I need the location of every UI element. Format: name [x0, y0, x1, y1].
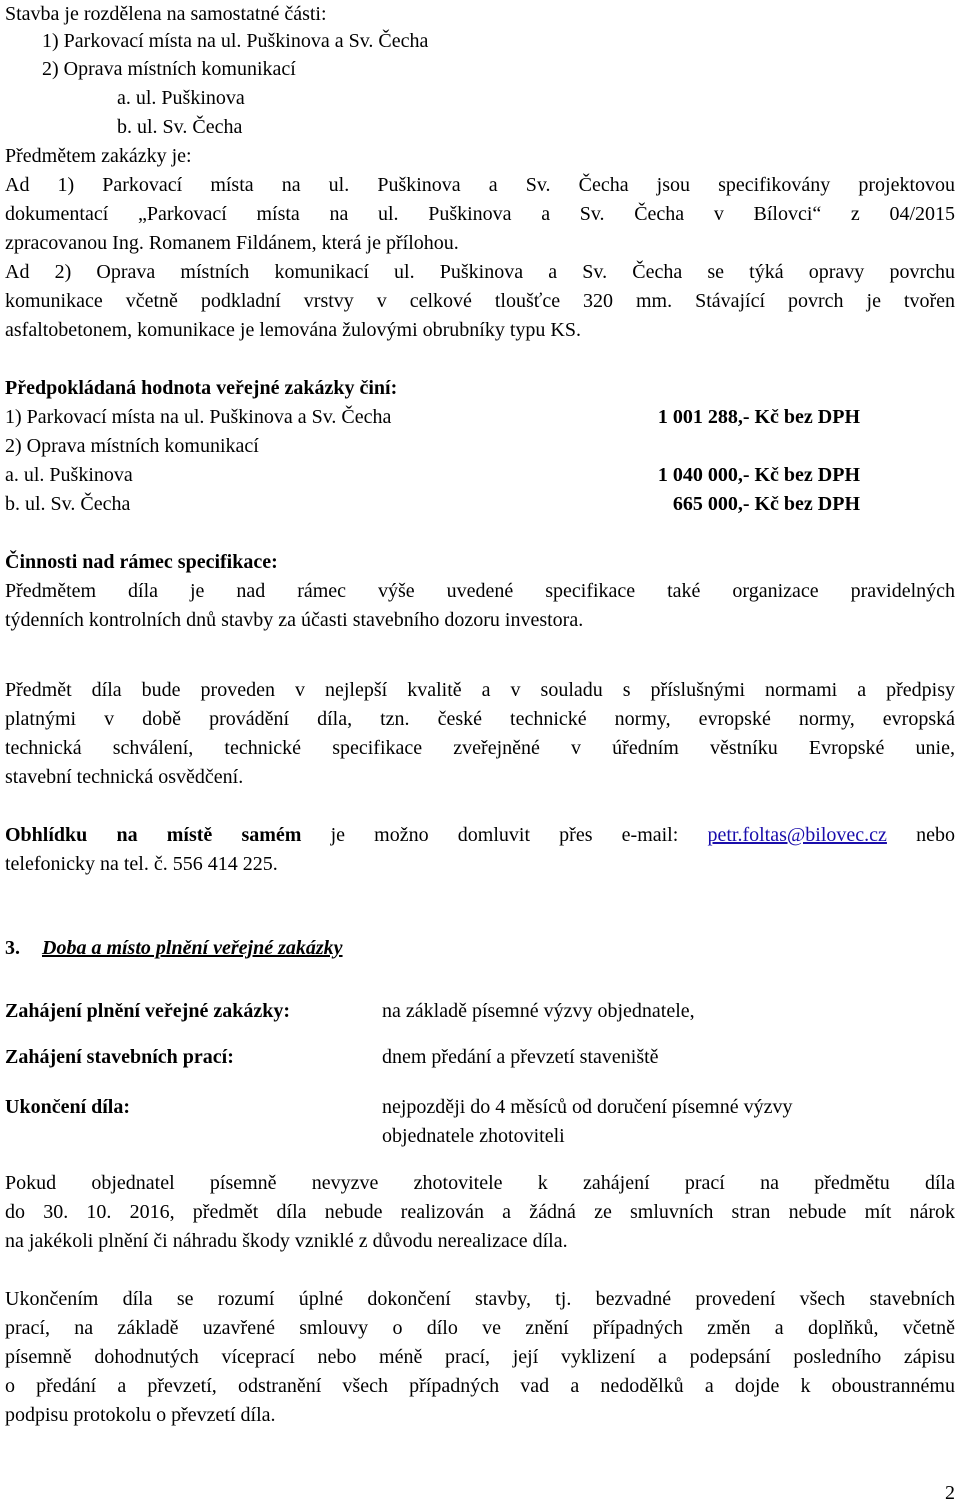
- paragraph-line: podpisu protokolu o převzetí díla.: [5, 1404, 276, 1426]
- schedule-label: Ukončení díla:: [5, 1096, 131, 1118]
- visit-after: nebo: [886, 824, 955, 846]
- paragraph-line: Ukončením díla se rozumí úplné dokončení stavby, tj. bezvadné provedení všech stavebních: [5, 1288, 955, 1310]
- list-item: 2) Oprava místních komunikací: [42, 58, 296, 80]
- estimate-label: 2) Oprava místních komunikací: [5, 435, 259, 457]
- paragraph-line: Ad 1) Parkovací místa na ul. Puškinova a Sv. Čecha jsou specifikovány projektovou: [5, 174, 955, 196]
- paragraph-line: týdenních kontrolních dnů stavby za účasti stavebního dozoru investora.: [5, 609, 584, 631]
- paragraph-line: Ad 2) Oprava místních komunikací ul. Puškinova a Sv. Čecha se týká opravy povrchu: [5, 261, 955, 283]
- paragraph-line: zpracovanou Ing. Romanem Fildánem, která je přílohou.: [5, 232, 459, 254]
- paragraph-line: asfaltobetonem, komunikace je lemována žulovými obrubníky typu KS.: [5, 319, 581, 341]
- schedule-value: nejpozději do 4 měsíců od doručení písemné výzvy: [382, 1096, 793, 1118]
- schedule-label: Zahájení plnění veřejné zakázky:: [5, 1000, 290, 1022]
- paragraph-line: na jakékoli plnění či náhradu škody vzniklé z důvodu nerealizace díla.: [5, 1230, 568, 1252]
- section-title: Doba a místo plnění veřejné zakázky: [42, 937, 343, 959]
- section-heading: Činnosti nad rámec specifikace:: [5, 551, 278, 573]
- paragraph-line: technická schválení, technické specifikace zveřejněné v úředním věstníku Evropské unie,: [5, 737, 955, 759]
- estimate-heading: Předpokládaná hodnota veřejné zakázky činí:: [5, 377, 398, 399]
- paragraph-line: prací, na základě uzavřené smlouvy o dílo ve znění případných změn a doplňků, včetně: [5, 1317, 955, 1339]
- estimate-label: b. ul. Sv. Čecha: [5, 493, 131, 515]
- paragraph-line: o předání a převzetí, odstranění všech případných vad a nedodělků a dojde k oboustrannému: [5, 1375, 955, 1397]
- visit-text: je možno domluvit přes e-mail:: [301, 824, 708, 846]
- visit-bold: Obhlídku na místě samém: [5, 824, 302, 846]
- paragraph-line: do 30. 10. 2016, předmět díla nebude realizován a žádná ze smluvních stran nebude mít nárok: [5, 1201, 955, 1223]
- schedule-value: objednatele zhotoviteli: [382, 1125, 565, 1147]
- paragraph-line: Předmětem díla je nad rámec výše uvedené specifikace také organizace pravidelných: [5, 580, 955, 602]
- paragraph-line: Pokud objednatel písemně nevyzve zhotovitele k zahájení prací na předmětu díla: [5, 1172, 955, 1194]
- email-link[interactable]: petr.foltas@bilovec.cz: [707, 824, 887, 846]
- intro-text: Předmětem zakázky je:: [5, 145, 192, 167]
- intro-text: Stavba je rozdělena na samostatné části:: [5, 3, 327, 25]
- paragraph-line: dokumentací „Parkovací místa na ul. Puškinova a Sv. Čecha v Bílovci“ z 04/2015: [5, 203, 955, 225]
- estimate-label: 1) Parkovací místa na ul. Puškinova a Sv. Čecha: [5, 406, 392, 428]
- estimate-value: 1 001 288,- Kč bez DPH: [657, 406, 860, 428]
- list-item: 1) Parkovací místa na ul. Puškinova a Sv. Čecha: [42, 30, 429, 52]
- paragraph-line: komunikace včetně podkladní vrstvy v celkové tloušťce 320 mm. Stávající povrch je tvořen: [5, 290, 955, 312]
- list-item: a. ul. Puškinova: [117, 87, 245, 109]
- estimate-value: 1 040 000,- Kč bez DPH: [657, 464, 860, 486]
- estimate-label: a. ul. Puškinova: [5, 464, 133, 486]
- estimate-value: 665 000,- Kč bez DPH: [672, 493, 860, 515]
- section-number: 3.: [5, 937, 20, 959]
- list-item: b. ul. Sv. Čecha: [117, 116, 243, 138]
- schedule-label: Zahájení stavebních prací:: [5, 1046, 234, 1068]
- paragraph-line: telefonicky na tel. č. 556 414 225.: [5, 853, 278, 875]
- schedule-value: na základě písemné výzvy objednatele,: [382, 1000, 695, 1022]
- paragraph-line: platnými v době provádění díla, tzn. české technické normy, evropské normy, evropská: [5, 708, 955, 730]
- page-number: 2: [945, 1482, 955, 1504]
- paragraph-line: Předmět díla bude proveden v nejlepší kvalitě a v souladu s příslušnými normami a předpisy: [5, 679, 955, 701]
- paragraph-line: [5, 821, 955, 849]
- paragraph-line: stavební technická osvědčení.: [5, 766, 244, 788]
- schedule-value: dnem předání a převzetí staveniště: [382, 1046, 659, 1068]
- paragraph-line: písemně dohodnutých víceprací nebo méně prací, její vyklizení a podepsání posledního zápisu: [5, 1346, 955, 1368]
